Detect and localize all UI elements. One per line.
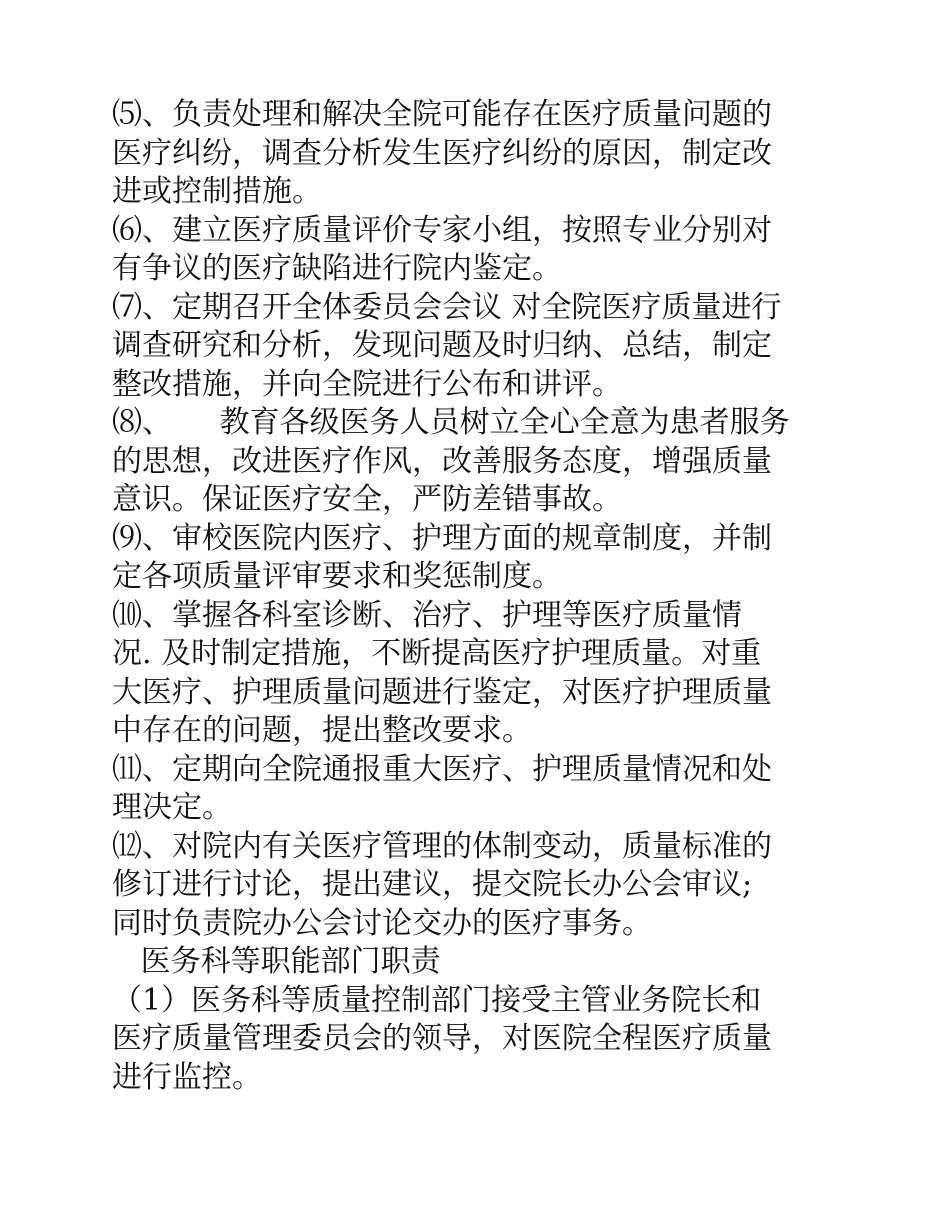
text-line: 的思想，改进医疗作风，改善服务态度，增强质量 [112, 443, 772, 479]
text-line: ⑼、审校医院内医疗、护理方面的规章制度，并制 [112, 520, 772, 556]
text-line: 有争议的医疗缺陷进行院内鉴定。 [112, 251, 562, 286]
text-line: 大医疗、护理质量问题进行鉴定，对医疗护理质量 [112, 674, 772, 710]
text-line: 同时负责院办公会讨论交办的医疗事务。 [112, 905, 652, 941]
text-line: （1）医务科等质量控制部门接受主管业务院长和 [112, 982, 762, 1018]
text-line: 意识。保证医疗安全，严防差错事故。 [112, 482, 622, 517]
text-line: ⑿、对院内有关医疗管理的体制变动，质量标准的 [112, 828, 772, 864]
section-heading: 医务科等职能部门职责 [112, 944, 441, 979]
text-line: 医疗纠纷，调查分析发生医疗纠纷的原因，制定改 [112, 135, 772, 171]
text-line: 修订进行讨论，提出建议，提交院长办公会审议; [112, 867, 753, 902]
text-line: 进或控制措施。 [112, 174, 322, 209]
document-body [112, 96, 842, 1097]
text-line: 调查研究和分析，发现问题及时归纳、总结，制定 [112, 328, 772, 363]
text-line: ⑽、掌握各科室诊断、治疗、护理等医疗质量情 [112, 597, 742, 633]
text-line: 医疗质量管理委员会的领导，对医院全程医疗质量 [112, 1021, 772, 1056]
text-line: 理决定。 [112, 790, 232, 825]
text-line: ⑺、定期召开全体委员会会议 对全院医疗质量进行 [112, 289, 782, 325]
text-line: 整改措施，并向全院进行公布和讲评。 [112, 366, 622, 402]
text-line: 定各项质量评审要求和奖惩制度。 [112, 559, 562, 594]
text-line: ⑹、建立医疗质量评价专家小组，按照专业分别对 [112, 212, 772, 248]
text-line: ⑻、 教育各级医务人员树立全心全意为患者服务 [112, 405, 790, 440]
text-line: ⑾、定期向全院通报重大医疗、护理质量情况和处 [112, 751, 772, 787]
text-line: 进行监控。 [112, 1059, 262, 1095]
text-line: ⑸、负责处理和解决全院可能存在医疗质量问题的 [112, 97, 772, 132]
text-line: 况. 及时制定措施，不断提高医疗护理质量。对重 [112, 636, 762, 671]
text-line: 中存在的问题，提出整改要求。 [112, 713, 532, 748]
